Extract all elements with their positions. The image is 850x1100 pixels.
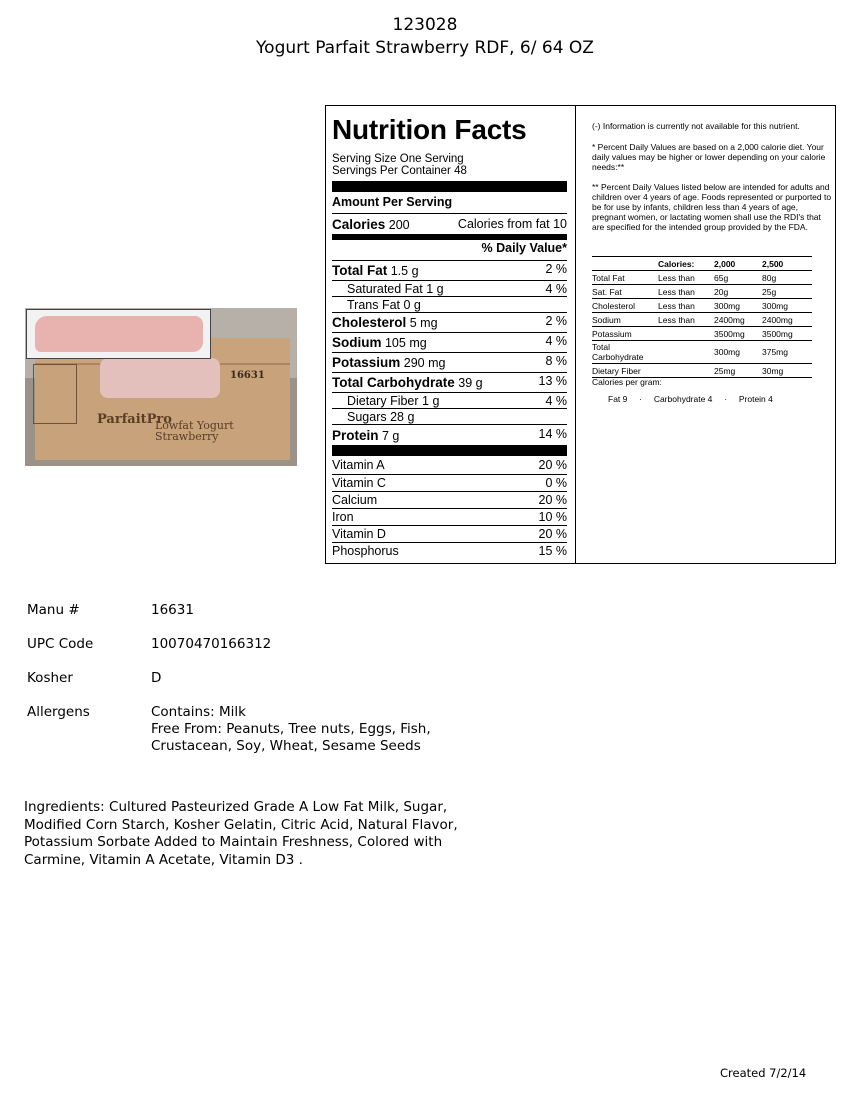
table-header-cell <box>592 257 658 271</box>
upc-label: UPC Code <box>27 636 94 652</box>
nutrient-label: Protein <box>332 428 379 443</box>
table-cell: Less than <box>658 285 714 299</box>
table-cell: Cholesterol <box>592 299 658 313</box>
thick-divider <box>332 445 567 456</box>
vitamin-label: Vitamin A <box>332 458 385 472</box>
nutrient-amount: 290 mg <box>403 356 446 370</box>
vitamin-label: Iron <box>332 510 354 524</box>
nutrition-facts-panel <box>325 105 836 564</box>
table-row <box>592 271 812 285</box>
calories-from-fat: Calories from fat 10 <box>457 217 567 231</box>
nutrient-label: Saturated Fat 1 g <box>347 282 444 296</box>
vitamin-label: Phosphorus <box>332 544 399 558</box>
vitamin-row <box>332 525 567 542</box>
thick-divider <box>332 181 567 192</box>
table-cell <box>658 364 714 378</box>
nutrient-label: Sodium <box>332 335 382 350</box>
table-cell: 375mg <box>762 341 812 364</box>
nutrient-row-potassium <box>332 352 567 372</box>
vitamin-dv: 10 % <box>538 510 567 524</box>
vitamin-dv: 20 % <box>538 493 567 507</box>
table-cell: 300mg <box>762 299 812 313</box>
table-cell: Potassium <box>592 327 658 341</box>
box-brand-text: ParfaitPro <box>97 412 172 427</box>
nutrient-dv: 14 % <box>538 427 567 441</box>
table-cell: 25g <box>762 285 812 299</box>
nutrient-dv: 8 % <box>545 354 567 368</box>
manu-value: 16631 <box>151 602 194 618</box>
box-label-icon <box>33 364 77 424</box>
product-photo <box>25 308 297 466</box>
table-cell: Sat. Fat <box>592 285 658 299</box>
serving-size: Serving Size One Serving <box>332 153 464 165</box>
table-row <box>592 364 812 378</box>
nutrition-title: Nutrition Facts <box>332 114 527 145</box>
table-cell: 3500mg <box>714 327 762 341</box>
nutrient-row-dietary-fiber <box>332 392 567 409</box>
box-code-text: 16631 <box>230 370 265 381</box>
note-percent-basis: * Percent Daily Values are based on a 2,000 calorie diet. Your daily values may be higher or lower depending on your calorie needs:** <box>592 142 826 172</box>
upc-value: 10070470166312 <box>151 636 272 652</box>
calories-per-gram: Fat 9 · Carbohydrate 4 · Protein 4 <box>608 394 773 404</box>
vitamin-row <box>332 474 567 491</box>
nutrient-label: Cholesterol <box>332 315 407 330</box>
nutrition-label <box>326 106 576 563</box>
vitamin-row <box>332 508 567 525</box>
table-cell: Sodium <box>592 313 658 327</box>
table-header-row <box>592 257 812 271</box>
table-cell: Less than <box>658 299 714 313</box>
nutrient-row-protein <box>332 424 567 445</box>
table-cell: Less than <box>658 271 714 285</box>
table-cell: 30mg <box>762 364 812 378</box>
table-cell: 80g <box>762 271 812 285</box>
nutrient-amount: 105 mg <box>384 336 427 350</box>
nutrient-amount: 7 g <box>382 429 400 443</box>
nutrient-amount: 1.5 g <box>390 264 419 278</box>
nutrient-row-total-fat <box>332 260 567 280</box>
note-not-available: (-) Information is currently not available for this nutrient. <box>592 121 800 131</box>
nutrient-row-cholesterol <box>332 312 567 332</box>
table-cell: Less than <box>658 313 714 327</box>
nutrient-dv: 2 % <box>545 262 567 276</box>
ingredients-text: Ingredients: Cultured Pasteurized Grade A Low Fat Milk, Sugar, Modified Corn Starch, Kosher Gelatin, Citric Acid, Natural Flavor, Potassium Sorbate Added to Maintain Freshness, Colored with Carmine, Vitamin A Acetate, Vitamin D3 . <box>24 799 458 868</box>
kosher-value: D <box>151 670 162 686</box>
vitamin-label: Vitamin C <box>332 476 386 490</box>
nutrient-row-sugars <box>332 408 567 425</box>
allergens-free-from-cont: Crustacean, Soy, Wheat, Sesame Seeds <box>151 738 421 754</box>
box-flavor-text: Lowfat Yogurt Strawberry <box>155 419 234 443</box>
table-row <box>592 285 812 299</box>
allergens-free-from: Free From: Peanuts, Tree nuts, Eggs, Fish, <box>151 721 431 737</box>
nutrient-row-trans-fat <box>332 296 567 313</box>
table-cell: 300mg <box>714 341 762 364</box>
note-percent-adults: ** Percent Daily Values listed below are intended for adults and children over 4 years of age. Foods represented or purported to be for use by infants, children less than 4 years of age, pregnant women, or lactating women shall use the RDI's that are specified for the intended group provided by the FDA. <box>592 182 832 232</box>
vitamin-row <box>332 542 567 559</box>
vitamin-dv: 20 % <box>538 527 567 541</box>
table-cell: 2400mg <box>714 313 762 327</box>
calories-per-gram-label: Calories per gram: <box>592 377 662 387</box>
vitamin-dv: 20 % <box>538 458 567 472</box>
table-header-cell: 2,500 <box>762 257 812 271</box>
table-cell <box>658 327 714 341</box>
table-cell: 2400mg <box>762 313 812 327</box>
table-row <box>592 313 812 327</box>
product-inset-image <box>26 309 211 359</box>
medium-divider <box>332 234 567 240</box>
nutrient-amount: 39 g <box>458 376 483 390</box>
allergens-contains: Contains: Milk <box>151 704 246 720</box>
table-cell: 3500mg <box>762 327 812 341</box>
daily-values-table <box>592 256 812 378</box>
daily-value-header: % Daily Value* <box>481 241 567 255</box>
table-row <box>592 341 812 364</box>
nutrient-label: Total Carbohydrate <box>332 375 455 390</box>
allergens-label: Allergens <box>27 704 90 720</box>
nutrient-row-saturated-fat <box>332 280 567 297</box>
table-cell: 20g <box>714 285 762 299</box>
vitamin-label: Calcium <box>332 493 378 507</box>
nutrient-label: Sugars 28 g <box>347 410 415 424</box>
table-cell: 25mg <box>714 364 762 378</box>
manu-label: Manu # <box>27 602 80 618</box>
nutrient-dv: 4 % <box>545 394 567 408</box>
nutrient-label: Trans Fat 0 g <box>347 298 421 312</box>
table-header-cell: 2,000 <box>714 257 762 271</box>
nutrient-dv: 4 % <box>545 282 567 296</box>
table-cell <box>658 341 714 364</box>
nutrient-row-total-carbohydrate <box>332 372 567 392</box>
product-title: Yogurt Parfait Strawberry RDF, 6/ 64 OZ <box>256 38 594 58</box>
calories-label: Calories <box>332 217 386 232</box>
servings-per-container: Servings Per Container 48 <box>332 165 467 177</box>
nutrient-dv: 13 % <box>538 374 567 388</box>
table-cell: 65g <box>714 271 762 285</box>
table-row <box>592 327 812 341</box>
amount-per-serving: Amount Per Serving <box>332 195 453 209</box>
item-number: 123028 <box>392 15 458 35</box>
nutrient-row-sodium <box>332 332 567 352</box>
nutrient-amount: 5 mg <box>409 316 438 330</box>
vitamin-label: Vitamin D <box>332 527 386 541</box>
table-cell: Total Carbohydrate <box>592 341 658 364</box>
calories-row <box>332 213 567 234</box>
table-cell: Total Fat <box>592 271 658 285</box>
vitamin-dv: 15 % <box>538 544 567 558</box>
vitamin-row <box>332 491 567 508</box>
kosher-label: Kosher <box>27 670 73 686</box>
table-row <box>592 299 812 313</box>
nutrient-label: Potassium <box>332 355 401 370</box>
nutrient-dv: 4 % <box>545 334 567 348</box>
vitamin-row <box>332 457 567 473</box>
nutrient-label: Total Fat <box>332 263 388 278</box>
table-cell: 300mg <box>714 299 762 313</box>
nutrient-label: Dietary Fiber 1 g <box>347 394 440 408</box>
table-header-cell: Calories: <box>658 257 714 271</box>
nutrient-dv: 2 % <box>545 314 567 328</box>
table-cell: Dietary Fiber <box>592 364 658 378</box>
nutrition-notes <box>576 106 835 563</box>
calories-value: 200 <box>388 218 410 232</box>
vitamin-dv: 0 % <box>545 476 567 490</box>
created-date: Created 7/2/14 <box>720 1066 807 1080</box>
